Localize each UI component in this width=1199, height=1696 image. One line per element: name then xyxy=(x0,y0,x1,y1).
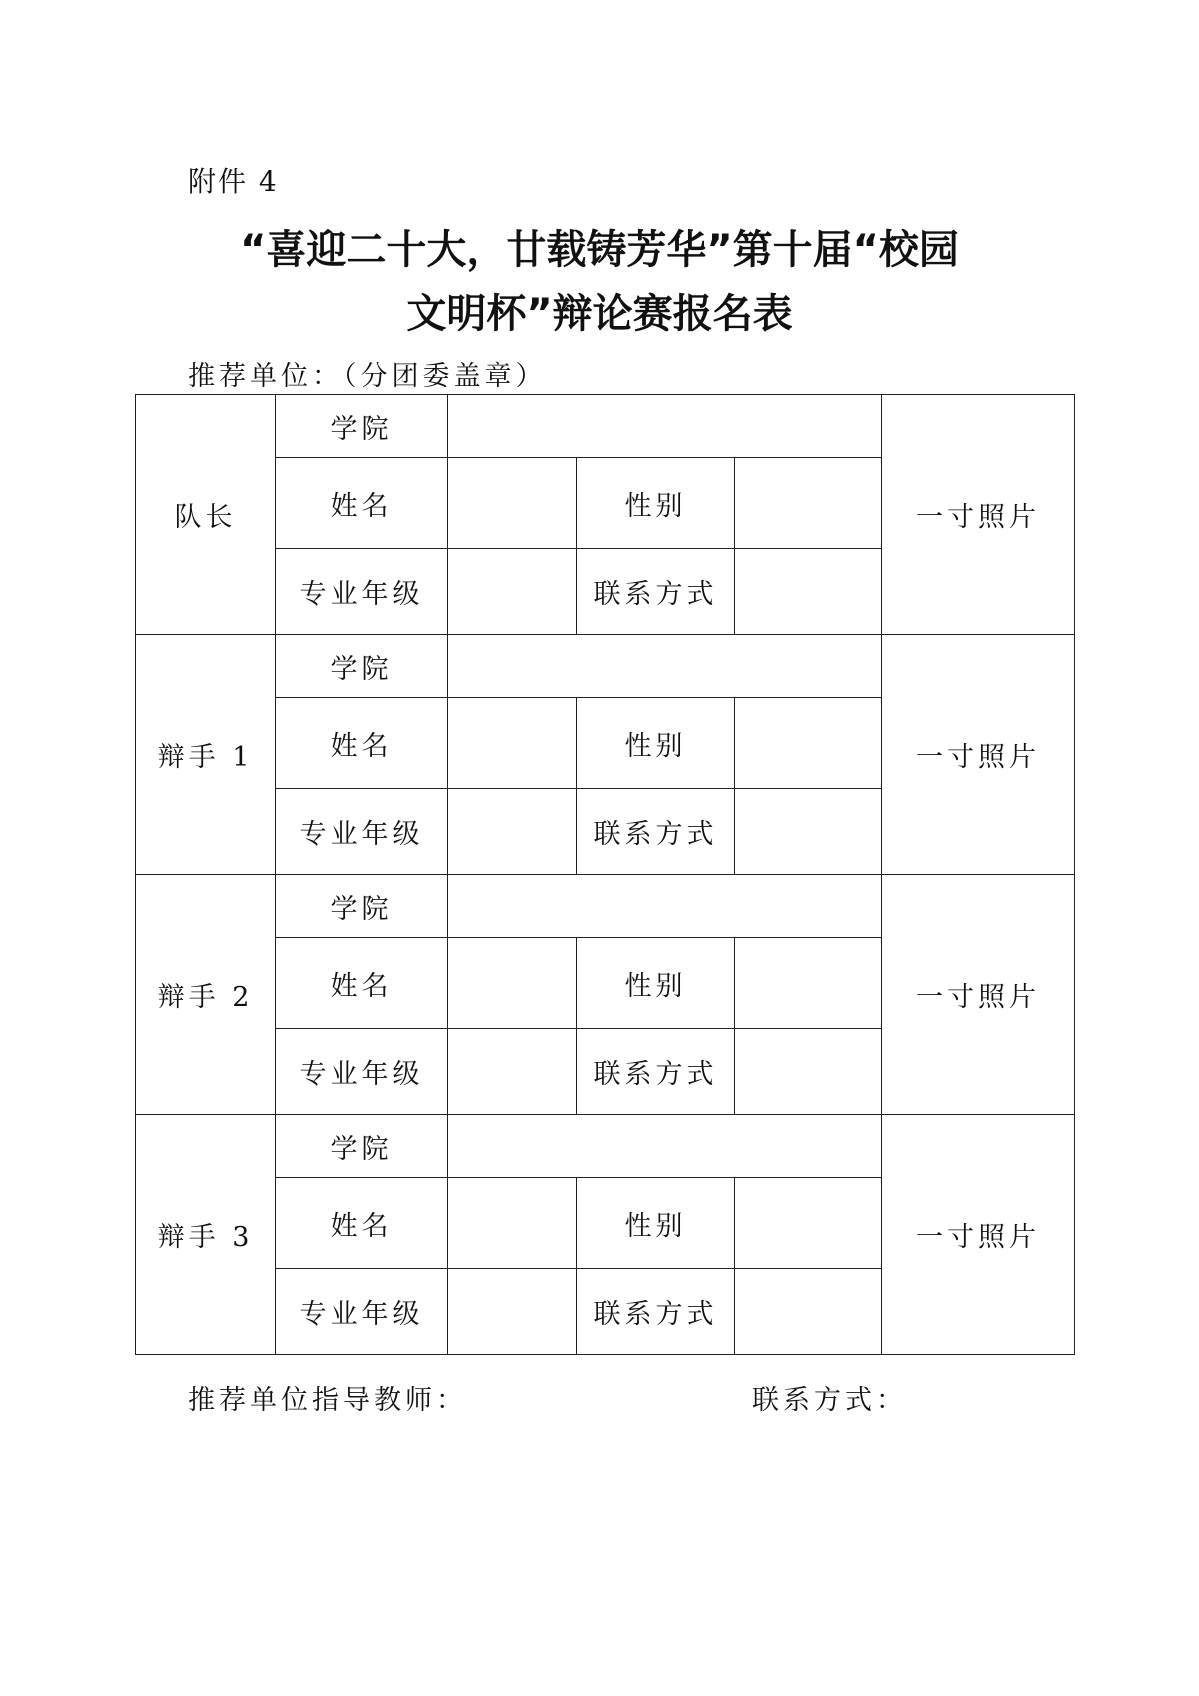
debater-2-photo-box[interactable]: 一寸照片 xyxy=(882,875,1075,1115)
debater-2-contact-value[interactable] xyxy=(735,1029,882,1115)
debater-1-name-value[interactable] xyxy=(448,698,577,789)
gender-label: 性别 xyxy=(577,1178,735,1269)
contact-label: 联系方式 xyxy=(577,549,735,635)
debater-1-photo-box[interactable]: 一寸照片 xyxy=(882,635,1075,875)
debater-1-row-college xyxy=(136,635,1075,698)
college-label: 学院 xyxy=(276,395,448,458)
debater-3-name-value[interactable] xyxy=(448,1178,577,1269)
contact-label: 联系方式 xyxy=(577,789,735,875)
captain-contact-value[interactable] xyxy=(735,549,882,635)
debater-3-gender-value[interactable] xyxy=(735,1178,882,1269)
debater-2-gender-value[interactable] xyxy=(735,938,882,1029)
form-title-line-1: “喜迎二十大，廿载铸芳华”第十届“校园 xyxy=(240,227,959,273)
debater-2-name-value[interactable] xyxy=(448,938,577,1029)
name-label: 姓名 xyxy=(276,698,448,789)
gender-label: 性别 xyxy=(577,938,735,1029)
debater-1-college-value[interactable] xyxy=(448,635,882,698)
gender-label: 性别 xyxy=(577,698,735,789)
major-grade-label: 专业年级 xyxy=(276,789,448,875)
gender-label: 性别 xyxy=(577,458,735,549)
major-grade-label: 专业年级 xyxy=(276,1029,448,1115)
captain-role-label: 队长 xyxy=(136,395,276,635)
college-label: 学院 xyxy=(276,875,448,938)
attachment-label: 附件 4 xyxy=(188,165,279,198)
debater-3-photo-box[interactable]: 一寸照片 xyxy=(882,1115,1075,1355)
recommend-unit-label: 推荐单位：（分团委盖章） xyxy=(188,361,547,392)
debater-1-contact-value[interactable] xyxy=(735,789,882,875)
advisor-contact-label: 联系方式： xyxy=(752,1385,907,1416)
form-title-line-2: 文明杯”辩论赛报名表 xyxy=(406,291,793,337)
name-label: 姓名 xyxy=(276,1178,448,1269)
debater-1-role-label: 辩手 1 xyxy=(136,635,276,875)
debater-1-gender-value[interactable] xyxy=(735,698,882,789)
advisor-teacher-label: 推荐单位指导教师： xyxy=(188,1385,467,1416)
debater-3-contact-value[interactable] xyxy=(735,1269,882,1355)
captain-college-value[interactable] xyxy=(448,395,882,458)
debater-2-row-college xyxy=(136,875,1075,938)
debater-2-college-value[interactable] xyxy=(448,875,882,938)
major-grade-label: 专业年级 xyxy=(276,1269,448,1355)
major-grade-label: 专业年级 xyxy=(276,549,448,635)
contact-label: 联系方式 xyxy=(577,1029,735,1115)
college-label: 学院 xyxy=(276,635,448,698)
debater-3-row-college xyxy=(136,1115,1075,1178)
captain-major-grade-value[interactable] xyxy=(448,549,577,635)
college-label: 学院 xyxy=(276,1115,448,1178)
debater-3-role-label: 辩手 3 xyxy=(136,1115,276,1355)
captain-gender-value[interactable] xyxy=(735,458,882,549)
captain-photo-box[interactable]: 一寸照片 xyxy=(882,395,1075,635)
name-label: 姓名 xyxy=(276,458,448,549)
captain-name-value[interactable] xyxy=(448,458,577,549)
debater-2-role-label: 辩手 2 xyxy=(136,875,276,1115)
name-label: 姓名 xyxy=(276,938,448,1029)
debater-3-college-value[interactable] xyxy=(448,1115,882,1178)
debater-2-major-grade-value[interactable] xyxy=(448,1029,577,1115)
contact-label: 联系方式 xyxy=(577,1269,735,1355)
captain-row-college xyxy=(136,395,1075,458)
debater-1-major-grade-value[interactable] xyxy=(448,789,577,875)
registration-table xyxy=(135,394,1075,1355)
debater-3-major-grade-value[interactable] xyxy=(448,1269,577,1355)
